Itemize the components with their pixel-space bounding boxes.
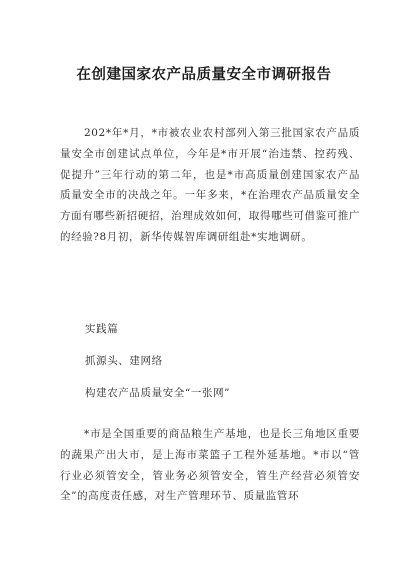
intro-paragraph-text: 202*年*月，*市被农业农村部列入第三批国家农产品质量安全市创建试点单位，今年是*市开展“治违禁、控药残、促提升”三年行动的第二年，也是*市高质量创建国家农产品质量安全市的决战之年。一年多来，*在治理农产品质量安全方面有哪些新招硬招，治理成效如何，取得哪些可借鉴可推广的经验?8月初，新华传媒智库调研组赴*实地调研。 xyxy=(60,127,360,243)
intro-paragraph xyxy=(60,123,360,248)
subsubheading: 构建农产品质量安全“一张网” xyxy=(85,387,231,399)
body-paragraph-text: *市是全国重要的商品粮生产基地，也是长三角地区重要的蔬果产出大市，是上海市菜篮子工程外延基地。*市以“管行业必须管安全，管业务必须管安全，管生产经营必须管安全”的高度责任感，对生产管理环节、质量监管环 xyxy=(60,428,360,503)
body-paragraph xyxy=(60,424,360,507)
document-title: 在创建国家农产品质量安全市调研报告 xyxy=(76,67,332,83)
section-label: 实践篇 xyxy=(85,323,119,335)
subheading: 抓源头、建网络 xyxy=(85,355,163,367)
